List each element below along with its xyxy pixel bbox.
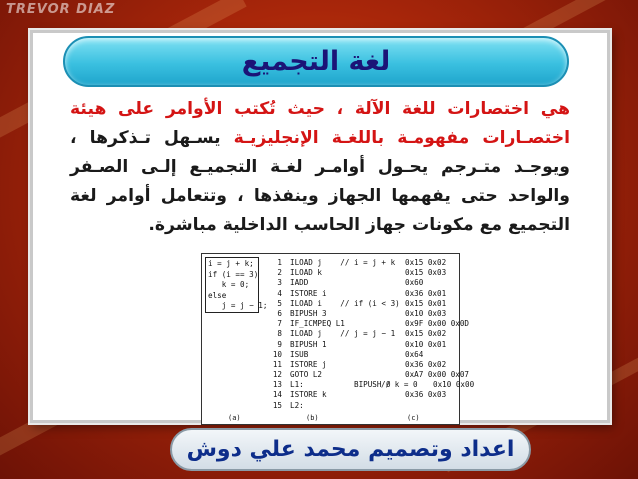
ijvm-line: ILOAD k: [290, 268, 323, 278]
line-number: 11: [272, 359, 282, 369]
hex-line: 0x9F 0x00 0x0D: [405, 319, 470, 329]
line-number: 7: [277, 319, 282, 329]
java-line: k = 0;: [208, 280, 250, 289]
ijvm-line: L2:: [290, 400, 304, 410]
paragraph-highlight: هي اختصارات للغة الآلة ، حيث تُكتب الأوامر على هيئة اختصـارات مفهومـة باللغـة الإنجليزيـة: [70, 99, 570, 148]
body-paragraph: [70, 95, 570, 240]
line-number: 5: [277, 298, 282, 308]
hex-line: 0x15 0x02: [405, 329, 447, 339]
hex-line: 0x36 0x03: [405, 390, 447, 400]
hex-line: 0x15 0x01: [405, 298, 447, 308]
line-number: 4: [277, 288, 282, 298]
hex-line: 0x36 0x01: [405, 288, 447, 298]
ijvm-line: ISTORE i: [290, 288, 327, 298]
line-number-column: [266, 258, 282, 411]
ijvm-line: L1: BIPUSH 0: [290, 380, 391, 390]
ijvm-line: IF_ICMPEQ L1: [290, 319, 345, 329]
slide-title: لغة التجميع: [241, 46, 391, 77]
code-figure: [201, 253, 475, 425]
caption-c: (c): [407, 414, 420, 422]
line-number: 12: [272, 370, 282, 380]
java-line: i = j + k;: [208, 259, 254, 268]
ijvm-line: ILOAD i // if (i < 3): [290, 298, 400, 308]
hex-line: [405, 401, 459, 411]
hex-line: 0x36 0x02: [405, 359, 447, 369]
ijvm-line: ILOAD j // j = j − 1: [290, 329, 396, 339]
title-banner: [63, 36, 569, 87]
ijvm-line: ISUB: [290, 349, 309, 359]
hex-comment: // k = 0: [381, 380, 418, 390]
hex-line: 0x10 0x01: [405, 339, 447, 349]
line-number: 8: [277, 329, 282, 339]
line-number: 10: [272, 349, 282, 359]
hex-line: 0x15 0x02: [405, 258, 447, 267]
line-number: 1: [277, 258, 282, 267]
ijvm-line: IADD: [290, 278, 309, 288]
java-source-box: [205, 257, 268, 313]
caption-b: (b): [306, 414, 319, 422]
footer-banner: [170, 428, 531, 471]
java-line: j = j − 1;: [208, 301, 268, 310]
ijvm-line: BIPUSH 1: [290, 339, 327, 349]
hex-code-column: [381, 258, 475, 411]
ijvm-line: GOTO L2: [290, 370, 323, 380]
hex-line: 0x10 0x00: [433, 380, 475, 390]
java-line: else: [208, 290, 227, 300]
watermark: TREVOR DIAZ: [6, 2, 116, 17]
hex-line: 0x10 0x03: [405, 308, 447, 318]
ijvm-line: ISTORE j: [290, 359, 327, 369]
footer-credit: اعداد وتصميم محمد علي دوش: [186, 437, 515, 462]
java-line: if (i == 3): [208, 269, 259, 279]
ijvm-line: ISTORE k: [290, 390, 327, 400]
paragraph-text: يسـهل تـذكرها ، ويوجـد متـرجم يحـول أوامـر لغـة التجميـع إلـى الصـفر والواحد حتى يفهمها الجهاز وينفذها ، وتتعامل أوامر لغة التجميع مع مكونات جهاز الحاسب الداخلية مباشرة.: [70, 128, 570, 235]
line-number: 2: [277, 268, 282, 278]
hex-line: 0x60: [405, 278, 424, 288]
ijvm-line: ILOAD j // i = j + k: [290, 258, 396, 267]
hex-line: 0x15 0x03: [405, 268, 447, 278]
line-number: 9: [277, 339, 282, 349]
line-number: 6: [277, 308, 282, 318]
hex-line: 0x64: [405, 349, 424, 359]
line-number: 3: [277, 278, 282, 288]
line-number: 14: [272, 390, 282, 400]
ijvm-line: BIPUSH 3: [290, 308, 327, 318]
hex-line: 0xA7 0x00 0x07: [405, 370, 470, 380]
caption-a: (a): [228, 414, 241, 422]
line-number: 13: [272, 380, 282, 390]
line-number: 15: [272, 400, 282, 410]
